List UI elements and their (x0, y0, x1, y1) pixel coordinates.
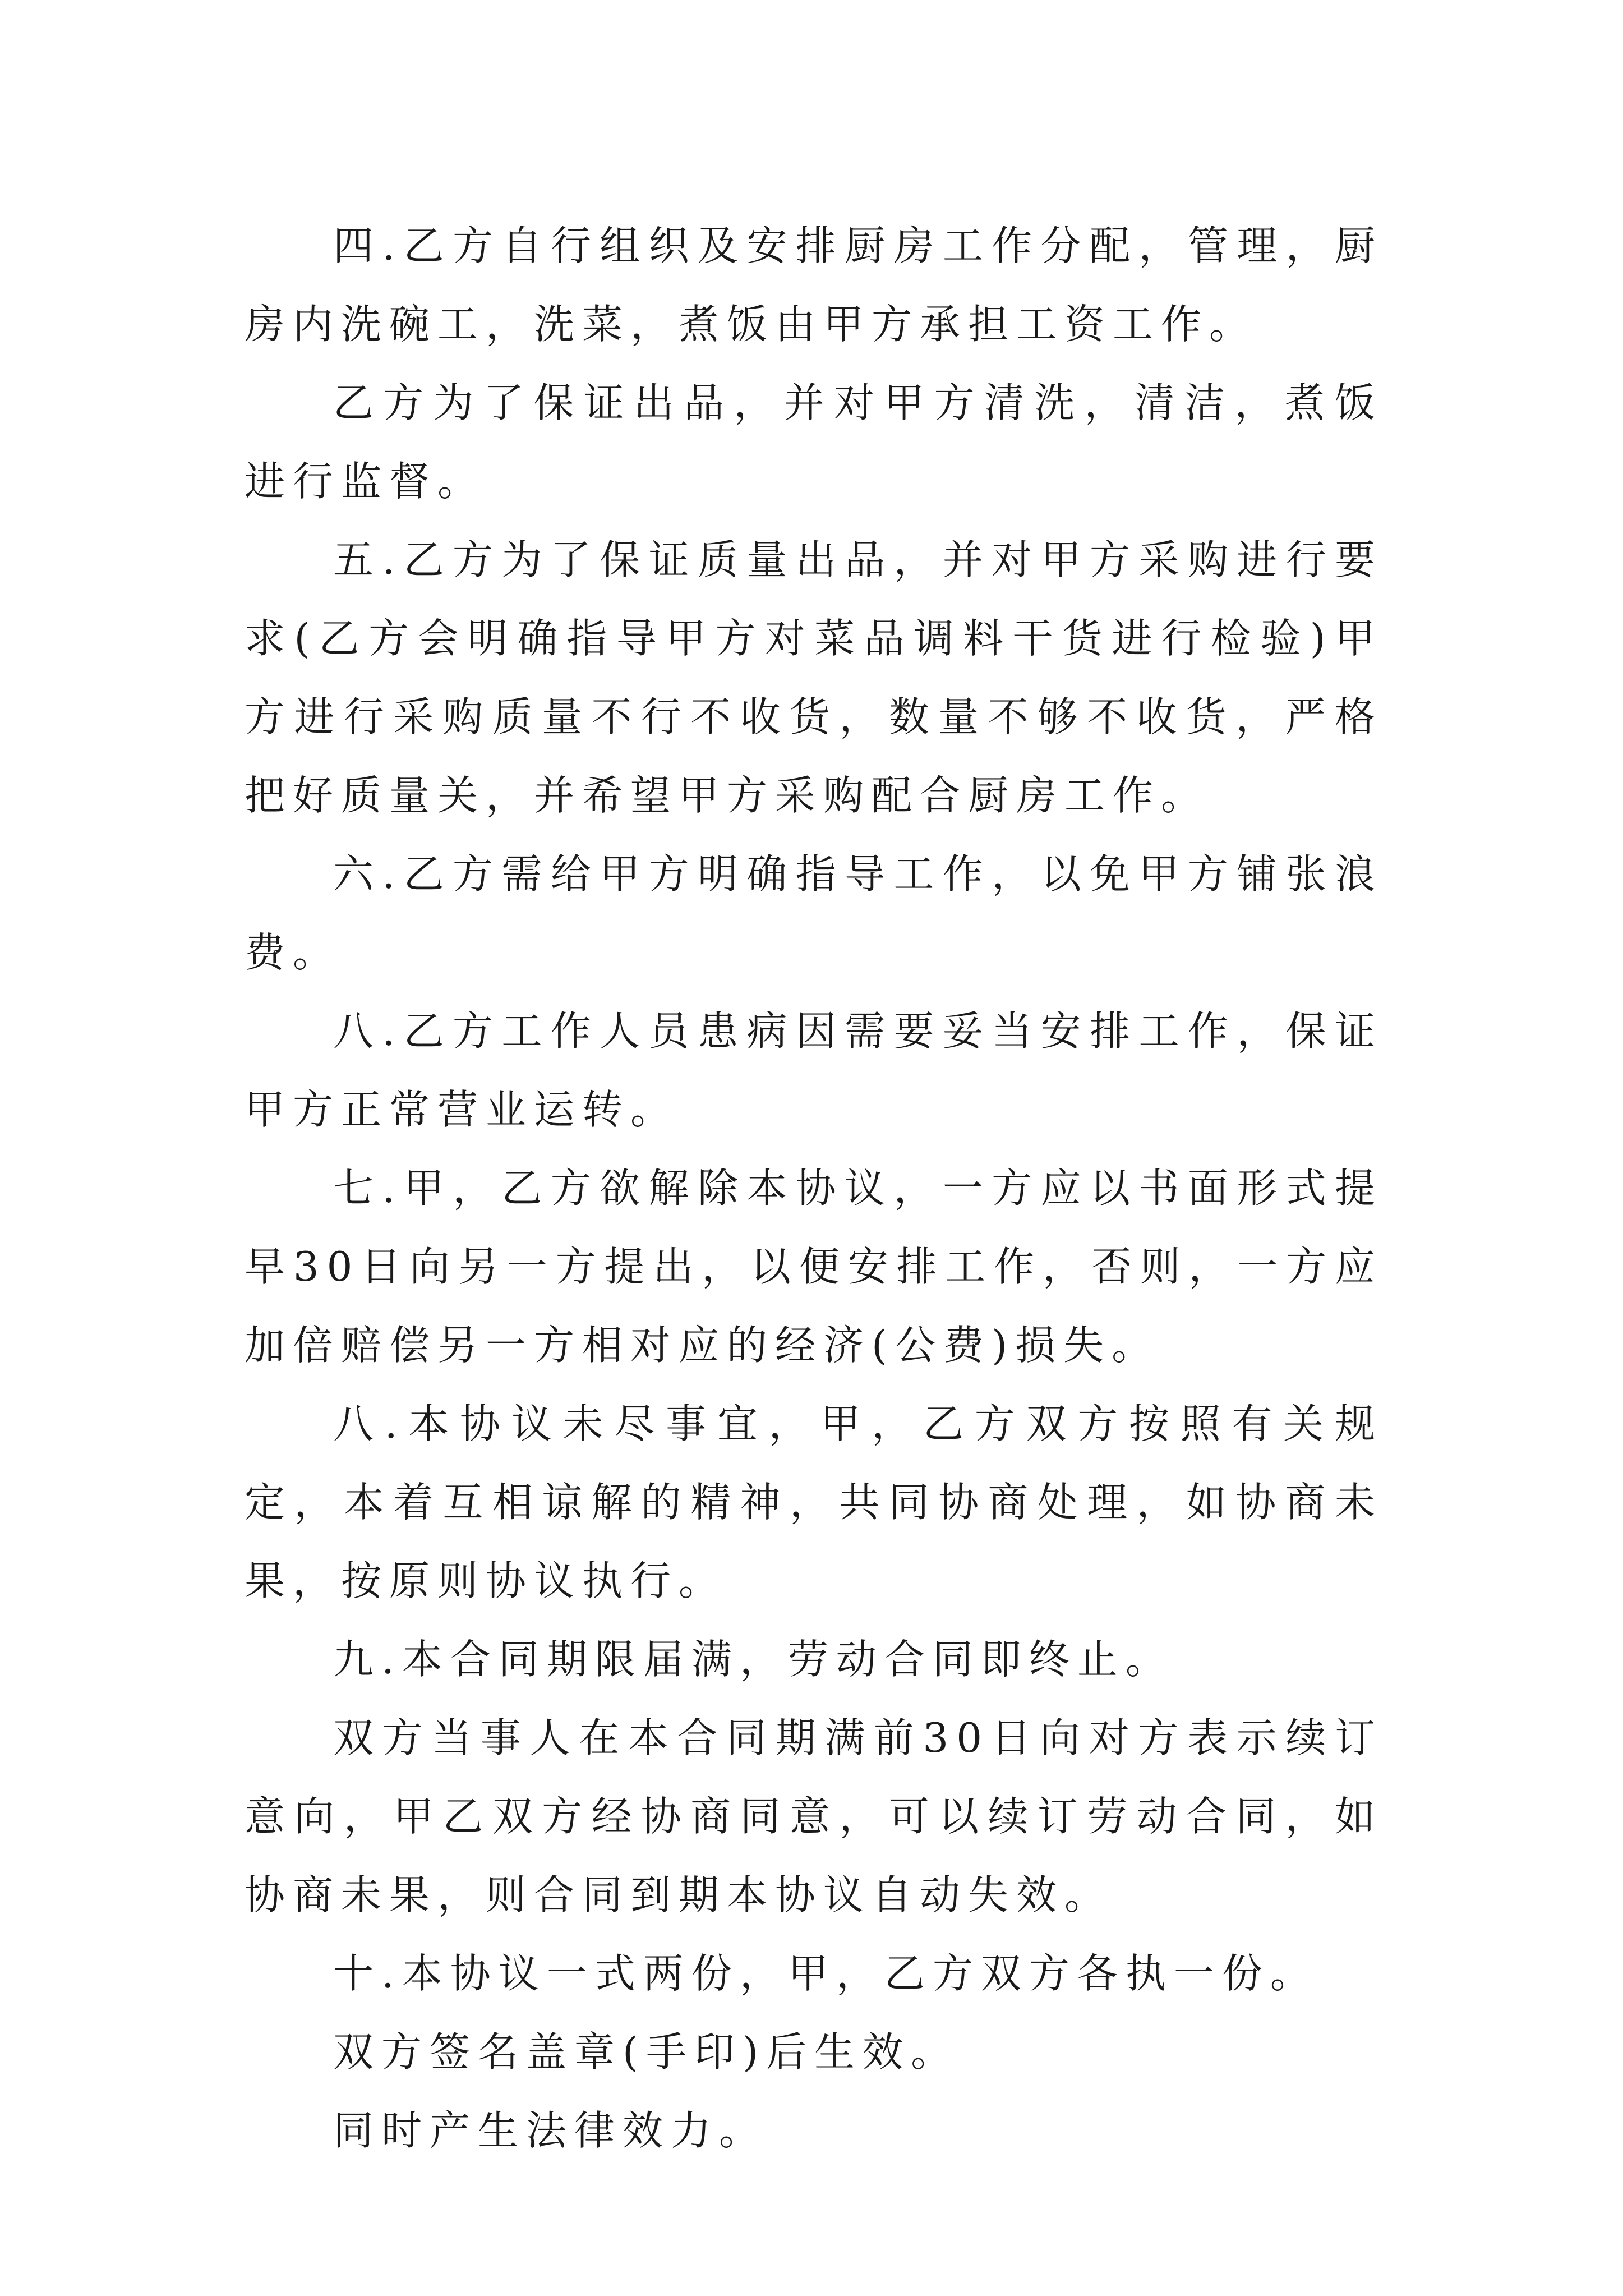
paragraph-clause-10: 十.本协议一式两份，甲，乙方双方各执一份。 (333, 1950, 1318, 1997)
paragraph-clause-7: 七.甲，乙方欲解除本协议，一方应以书面形式提早30日向另一方提出，以便安排工作，否则，一方应加倍赔偿另一方相对应的经济(公费)损失。 (245, 1165, 1383, 1369)
paragraph-clause-8-matters: 八.本协议未尽事宜，甲，乙方双方按照有关规定，本着互相谅解的精神，共同协商处理，如协商未果，按原则协议执行。 (245, 1400, 1383, 1604)
paragraph-legal-effect: 同时产生法律效力。 (333, 2107, 768, 2154)
paragraph-clause-5: 五.乙方为了保证质量出品，并对甲方采购进行要求(乙方会明确指导甲方对菜品调料干货进行检验)甲方进行采购质量不行不收货，数量不够不收货，严格把好质量关，并希望甲方采购配合厨房工作。 (245, 536, 1383, 819)
paragraph-clause-4: 四.乙方自行组织及安排厨房工作分配，管理，厨房内洗碗工，洗菜，煮饭由甲方承担工资工作。 (245, 222, 1383, 348)
paragraph-clause-8-staff: 八.乙方工作人员患病因需要妥当安排工作，保证甲方正常营业运转。 (245, 1007, 1383, 1133)
paragraph-clause-9: 九.本合同期限届满，劳动合同即终止。 (333, 1636, 1174, 1683)
paragraph-signature-effective: 双方签名盖章(手印)后生效。 (333, 2028, 960, 2076)
paragraph-renewal: 双方当事人在本合同期满前30日向对方表示续订意向，甲乙双方经协商同意，可以续订劳动合同，如协商未果，则合同到期本协议自动失效。 (245, 1714, 1383, 1918)
paragraph-supervision: 乙方为了保证出品，并对甲方清洗，清洁，煮饭进行监督。 (245, 379, 1383, 505)
document-body (245, 206, 1383, 2170)
paragraph-clause-6: 六.乙方需给甲方明确指导工作，以免甲方铺张浪费。 (245, 850, 1383, 976)
